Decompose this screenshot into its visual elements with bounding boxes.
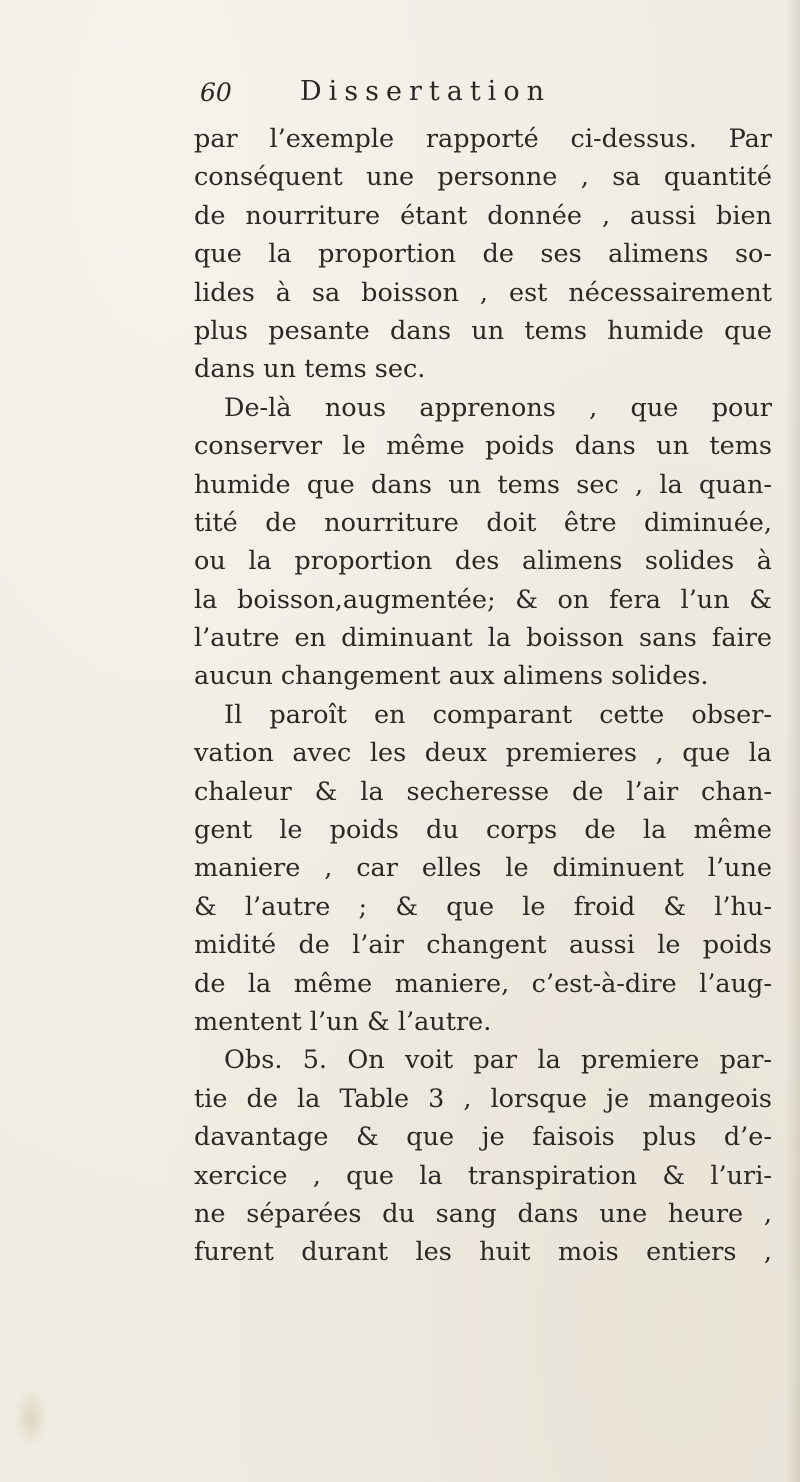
text-line: davantage & que je faisois plus d’e- xyxy=(194,1122,772,1153)
text-line: tité de nourriture doit être diminuée, xyxy=(194,507,772,538)
text-line: de nourriture étant donnée , aussi bien xyxy=(194,200,772,231)
text-line: furent durant les huit mois entiers , xyxy=(194,1237,772,1268)
text-line: xercice , que la transpiration & l’uri- xyxy=(194,1160,772,1191)
text-line: aucun changement aux alimens solides. xyxy=(194,661,709,692)
text-line: vation avec les deux premieres , que la xyxy=(194,738,772,769)
text-line: mentent l’un & l’autre. xyxy=(194,1006,492,1037)
text-line: & l’autre ; & que le froid & l’hu- xyxy=(194,891,772,922)
text-line: ou la proportion des alimens solides à xyxy=(194,546,772,577)
text-line: que la proportion de ses alimens so- xyxy=(194,239,772,270)
text-line: ne séparées du sang dans une heure , xyxy=(194,1198,772,1229)
text-line: de la même maniere, c’est-à-dire l’aug- xyxy=(194,968,772,999)
body-text xyxy=(194,120,772,1272)
page-edge-shadow xyxy=(786,0,800,1482)
text-line: lides à sa boisson , est nécessairement xyxy=(194,277,772,308)
text-line: chaleur & la secheresse de l’air chan- xyxy=(194,776,772,807)
text-line: conséquent une personne , sa quantité xyxy=(194,162,772,193)
paragraph-start-line: Obs. 5. On voit par la premiere par- xyxy=(224,1045,772,1076)
paragraph-start-line: Il paroît en comparant cette obser- xyxy=(224,699,772,730)
paragraph-start-line: De-là nous apprenons , que pour xyxy=(224,392,772,423)
page-number: 60 xyxy=(200,78,232,107)
text-line: plus pesante dans un tems humide que xyxy=(194,315,772,346)
paper-stain xyxy=(14,1388,48,1448)
text-line: dans un tems sec. xyxy=(194,354,426,385)
page-header xyxy=(200,76,720,116)
text-line: gent le poids du corps de la même xyxy=(194,815,772,846)
running-title: Dissertation xyxy=(300,76,551,107)
text-line: maniere , car elles le diminuent l’une xyxy=(194,853,772,884)
text-line: conserver le même poids dans un tems xyxy=(194,431,772,462)
text-line: la boisson,augmentée; & on fera l’un & xyxy=(194,584,772,615)
text-line: midité de l’air changent aussi le poids xyxy=(194,930,772,961)
text-line: l’autre en diminuant la boisson sans faire xyxy=(194,623,772,654)
text-line: par l’exemple rapporté ci-dessus. Par xyxy=(194,124,772,154)
text-line: tie de la Table 3 , lorsque je mangeois xyxy=(194,1083,772,1114)
text-line: humide que dans un tems sec , la quan- xyxy=(194,469,772,500)
